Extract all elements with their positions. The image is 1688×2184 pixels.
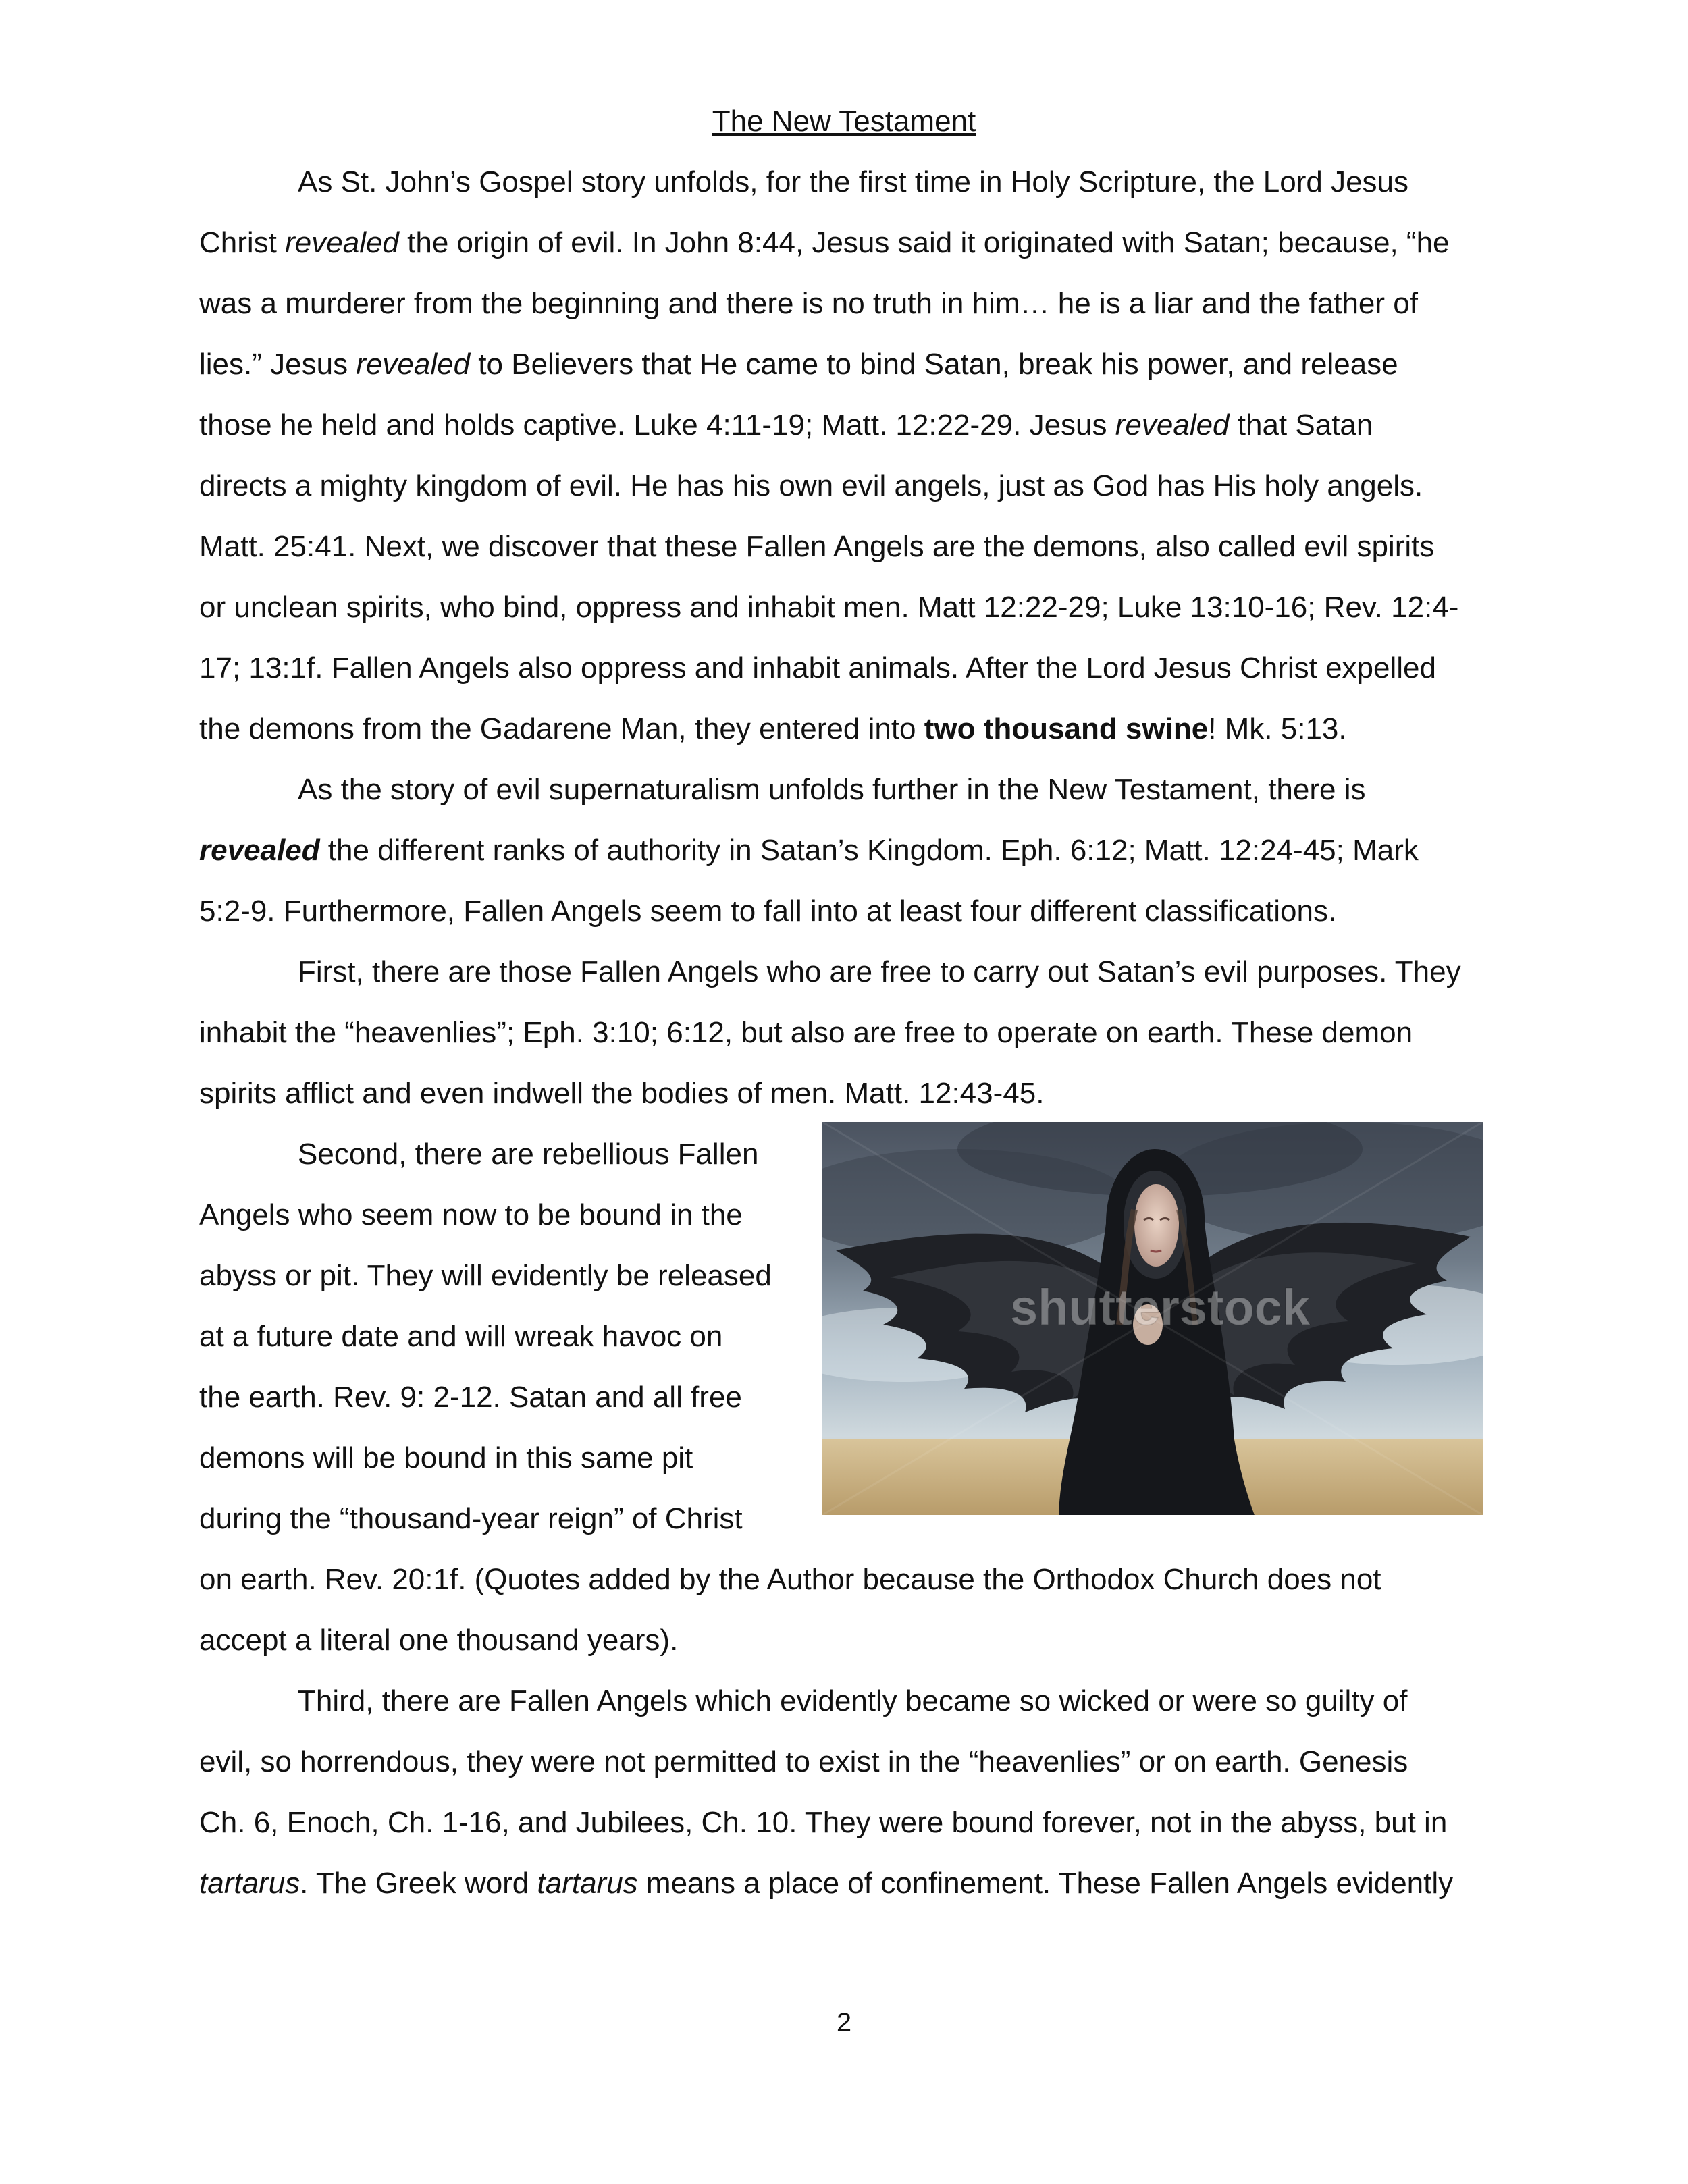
p4-line-9: accept a literal one thousand years). bbox=[199, 1624, 679, 1657]
p1-line-8: or unclean spirits, who bind, oppress and inhabit men. Matt 12:22-29; Luke 13:10-16; Rev. 12:4- bbox=[199, 591, 1459, 624]
page-title: The New Testament bbox=[712, 105, 976, 138]
fallen-angel-image bbox=[822, 1122, 1483, 1515]
p1-line-3: was a murderer from the beginning and there is no truth in him… he is a liar and the father of bbox=[199, 287, 1418, 320]
emphasis-revealed: revealed bbox=[285, 226, 399, 259]
p4-line-3: abyss or pit. They will evidently be released bbox=[199, 1259, 772, 1292]
page-number: 2 bbox=[836, 2008, 852, 2037]
text-run: Christ bbox=[199, 226, 286, 259]
text-run: means a place of confinement. These Fallen Angels evidently bbox=[637, 1867, 1454, 1900]
emphasis-two-thousand-swine: two thousand swine bbox=[924, 712, 1209, 745]
text-run: those he held and holds captive. Luke 4:11-19; Matt. 12:22-29. Jesus bbox=[199, 408, 1115, 442]
emphasis-revealed: revealed bbox=[1115, 408, 1230, 442]
text-run: . The Greek word bbox=[300, 1867, 537, 1900]
p5-line-2: evil, so horrendous, they were not permitted to exist in the “heavenlies” or on earth. Genesis bbox=[199, 1745, 1408, 1778]
p4-line-4: at a future date and will wreak havoc on bbox=[199, 1320, 723, 1353]
p3-line-3: spirits afflict and even indwell the bodies of men. Matt. 12:43-45. bbox=[199, 1077, 1045, 1110]
p2-line-1: As the story of evil supernaturalism unfolds further in the New Testament, there is bbox=[298, 773, 1366, 806]
p3-line-2: inhabit the “heavenlies”; Eph. 3:10; 6:12, but also are free to operate on earth. These demon bbox=[199, 1016, 1413, 1049]
p2-line-2 bbox=[199, 830, 1419, 871]
p4-line-8: on earth. Rev. 20:1f. (Quotes added by the Author because the Orthodox Church does not bbox=[199, 1563, 1381, 1596]
fallen-angel-illustration bbox=[822, 1122, 1483, 1515]
p4-line-5: the earth. Rev. 9: 2-12. Satan and all free bbox=[199, 1381, 742, 1414]
p1-line-6: directs a mighty kingdom of evil. He has his own evil angels, just as God has His holy angels. bbox=[199, 469, 1423, 502]
p2-line-3: 5:2-9. Furthermore, Fallen Angels seem to fall into at least four different classifications. bbox=[199, 895, 1337, 928]
p5-line-4 bbox=[199, 1863, 1453, 1904]
p1-line-1: As St. John’s Gospel story unfolds, for the first time in Holy Scripture, the Lord Jesus bbox=[298, 165, 1409, 198]
p5-line-1: Third, there are Fallen Angels which evidently became so wicked or were so guilty of bbox=[298, 1684, 1408, 1717]
p5-line-3: Ch. 6, Enoch, Ch. 1-16, and Jubilees, Ch. 10. They were bound forever, not in the abyss, but in bbox=[199, 1806, 1448, 1839]
text-run: ! Mk. 5:13. bbox=[1208, 712, 1347, 745]
text-run: to Believers that He came to bind Satan, break his power, and release bbox=[470, 348, 1398, 381]
text-run: that Satan bbox=[1229, 408, 1373, 442]
text-run: the different ranks of authority in Satan’s Kingdom. Eph. 6:12; Matt. 12:24-45; Mark bbox=[319, 834, 1419, 867]
p4-line-1: Second, there are rebellious Fallen bbox=[298, 1138, 759, 1171]
text-run: lies.” Jesus bbox=[199, 348, 357, 381]
p1-line-4 bbox=[199, 344, 1398, 385]
p1-line-7: Matt. 25:41. Next, we discover that these Fallen Angels are the demons, also called evil spirits bbox=[199, 530, 1435, 563]
text-run: the demons from the Gadarene Man, they entered into bbox=[199, 712, 924, 745]
p1-line-5 bbox=[199, 405, 1373, 446]
emphasis-revealed: revealed bbox=[199, 834, 320, 867]
p4-line-2: Angels who seem now to be bound in the bbox=[199, 1198, 743, 1231]
text-run: the origin of evil. In John 8:44, Jesus said it originated with Satan; because, “he bbox=[398, 226, 1450, 259]
emphasis-tartarus: tartarus bbox=[537, 1867, 638, 1900]
p1-line-10 bbox=[199, 709, 1347, 749]
p1-line-2 bbox=[199, 223, 1450, 263]
p4-line-6: demons will be bound in this same pit bbox=[199, 1441, 693, 1474]
p1-line-9: 17; 13:1f. Fallen Angels also oppress and inhabit animals. After the Lord Jesus Christ expelled bbox=[199, 651, 1436, 685]
emphasis-revealed: revealed bbox=[356, 348, 471, 381]
p4-line-7: during the “thousand-year reign” of Christ bbox=[199, 1502, 743, 1535]
p3-line-1: First, there are those Fallen Angels who are free to carry out Satan’s evil purposes. They bbox=[298, 955, 1461, 988]
emphasis-tartarus: tartarus bbox=[199, 1867, 300, 1900]
watermark-text: shutterstock bbox=[1009, 1279, 1311, 1335]
